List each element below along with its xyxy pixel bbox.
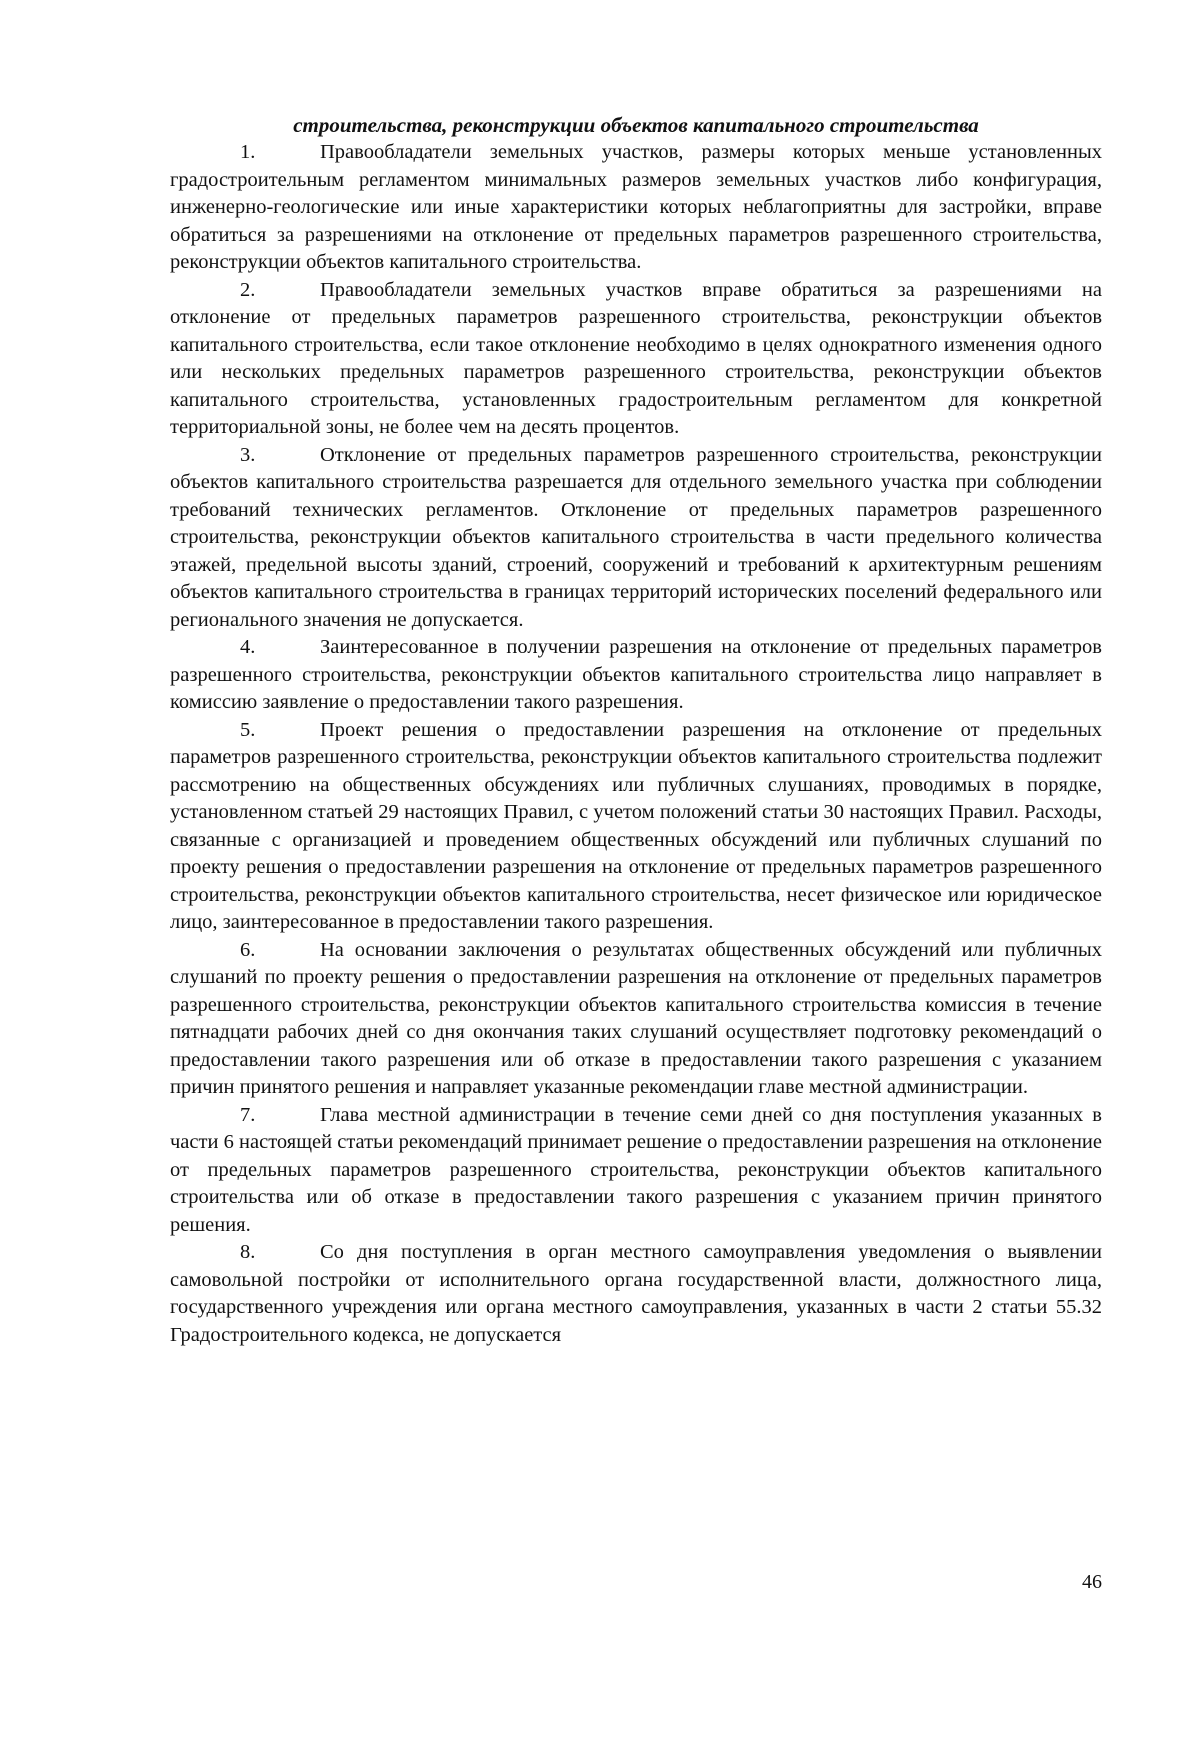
paragraph-number: 7. bbox=[240, 1103, 256, 1126]
paragraph-8 bbox=[170, 1239, 1102, 1349]
paragraph-number: 4. bbox=[240, 636, 256, 658]
paragraph-number: 6. bbox=[240, 938, 256, 961]
paragraph-text: Правообладатели земельных участков вправе обратиться за разрешениями на отклонение от предельных параметров разрешенного строительства, реконструкции объектов капитального строительства, если такое отклонение необходимо в целях однократного изменения одного или нескольких предельных параметров разрешенного строительства, реконструкции объектов капитального строительства, установленных градостроительным регламентом для конкретной территориальной зоны, не более чем на десять процентов. bbox=[170, 278, 1102, 438]
paragraph-number: 2. bbox=[240, 278, 256, 301]
paragraph-text: На основании заключения о результатах общественных обсуждений или публичных слушаний по проекту решения о предоставлении разрешения на отклонение от предельных параметров разрешенного строительства, реконструкции объектов капитального строительства комиссия в течение пятнадцати рабочих дней со дня окончания таких слушаний осуществляет подготовку рекомендаций о предоставлении такого разрешения или об отказе в предоставлении такого разрешения с указанием причин принятого решения и направляет указанные рекомендации главе местной администрации. bbox=[170, 938, 1102, 1098]
paragraph-text: Отклонение от предельных параметров разрешенного строительства, реконструкции объектов капитального строительства разрешается для отдельного земельного участка при соблюдении требований технических регламентов. Отклонение от предельных параметров разрешенного строительства, реконструкции объектов капитального строительства в части предельного количества этажей, предельной высоты зданий, строений, сооружений и требований к архитектурным решениям объектов капитального строительства в границах территорий исторических поселений федерального или регионального значения не допускается. bbox=[170, 443, 1102, 631]
paragraph-text: Со дня поступления в орган местного самоуправления уведомления о выявлении самовольной постройки от исполнительного органа государственной власти, должностного лица, государственного учреждения или органа местного самоуправления, указанных в части 2 статьи 55.32 Градостроительного кодекса, не допускается bbox=[170, 1241, 1102, 1346]
paragraph-text: Глава местной администрации в течение семи дней со дня поступления указанных в части 6 настоящей статьи рекомендаций принимает решение о предоставлении разрешения на отклонение от предельных параметров разрешенного строительства, реконструкции объектов капитального строительства или об отказе в предоставлении такого разрешения с указанием причин принятого решения. bbox=[170, 1103, 1102, 1236]
paragraph-text: Правообладатели земельных участков, размеры которых меньше установленных градостроительным регламентом минимальных размеров земельных участков либо конфигурация, инженерно-геологические или иные характеристики которых неблагоприятны для застройки, вправе обратиться за разрешениями на отклонение от предельных параметров разрешенного строительства, реконструкции объектов капитального строительства. bbox=[170, 141, 1102, 273]
paragraph-number: 3. bbox=[240, 443, 256, 466]
paragraph-text: Заинтересованное в получении разрешения на отклонение от предельных параметров разрешенного строительства, реконструкции объектов капитального строительства лицо направляет в комиссию заявление о предоставлении такого разрешения. bbox=[170, 636, 1102, 713]
paragraph-text: Проект решения о предоставлении разрешения на отклонение от предельных параметров разрешенного строительства, реконструкции объектов капитального строительства подлежит рассмотрению на общественных обсуждениях или публичных слушаниях, проводимых в порядке, установленном статьей 29 настоящих Правил, с учетом положений статьи 30 настоящих Правил. Расходы, связанные с организацией и проведением общественных обсуждений или публичных слушаний по проекту решения о предоставлении разрешения на отклонение от предельных параметров разрешенного строительства, реконструкции объектов капитального строительства, несет физическое или юридическое лицо, заинтересованное в предоставлении такого разрешения. bbox=[170, 718, 1102, 933]
paragraph-2 bbox=[170, 277, 1102, 442]
paragraph-5 bbox=[170, 717, 1102, 937]
paragraph-6 bbox=[170, 937, 1102, 1102]
section-heading: строительства, реконструкции объектов капитального строительства bbox=[293, 113, 979, 137]
paragraph-number: 8. bbox=[240, 1241, 256, 1263]
paragraph-1 bbox=[170, 139, 1102, 277]
paragraph-7 bbox=[170, 1102, 1102, 1240]
paragraph-3 bbox=[170, 442, 1102, 635]
paragraph-number: 1. bbox=[240, 141, 256, 163]
page-number: 46 bbox=[1082, 1571, 1102, 1593]
paragraph-number: 5. bbox=[240, 718, 256, 741]
paragraph-4 bbox=[170, 634, 1102, 717]
